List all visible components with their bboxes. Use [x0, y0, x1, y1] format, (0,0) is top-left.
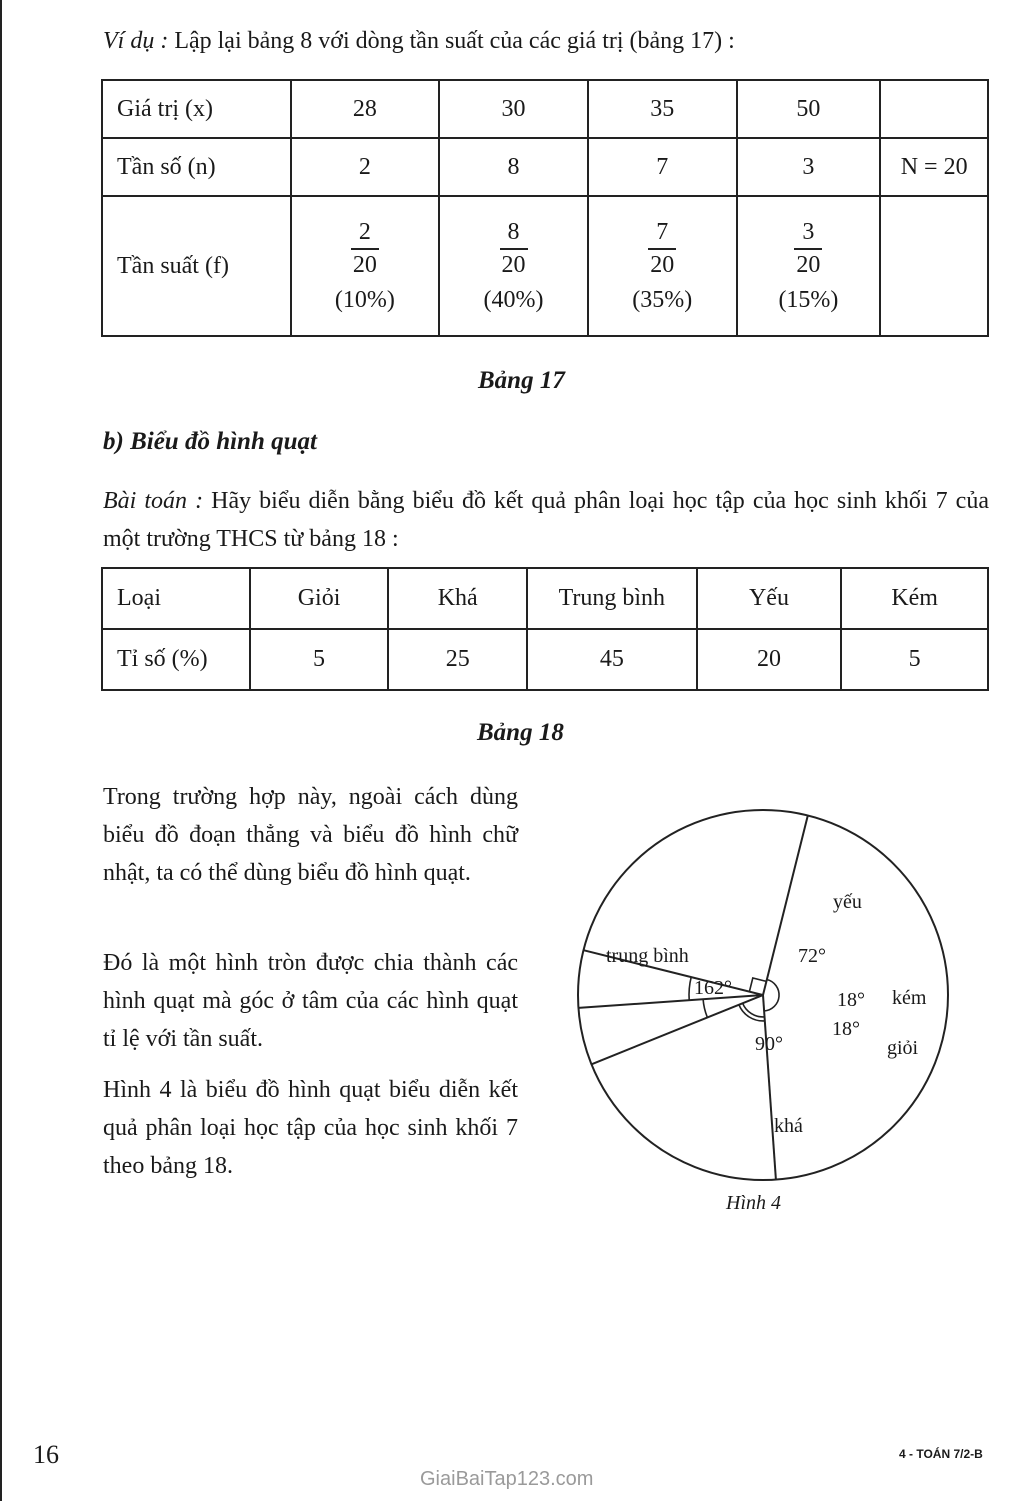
header-cell: Trung bình — [527, 568, 697, 629]
table-17-caption: Bảng 17 — [478, 367, 565, 394]
ratio-cell: 25 — [388, 629, 527, 690]
paragraph: Hình 4 là biểu đồ hình quạt biểu diễn kết quả phân loại học tập của học sinh khối 7 theo bảng 18. — [103, 1077, 518, 1179]
table-row-header — [102, 568, 988, 629]
table-row-values — [102, 80, 988, 138]
relfreq-cell — [737, 196, 881, 336]
slice-label: khá — [774, 1115, 803, 1137]
header-cell: Giỏi — [250, 568, 389, 629]
figure-caption: Hình 4 — [726, 1192, 781, 1214]
frequency-cell: 2 — [291, 138, 440, 196]
percent-value: (35%) — [632, 286, 693, 313]
value-cell: 50 — [737, 80, 881, 138]
frequency-cell: 8 — [439, 138, 588, 196]
slice-label: kém — [892, 987, 927, 1009]
fraction-denominator: 20 — [650, 251, 675, 278]
book-code: 4 - TOÁN 7/2-B — [899, 1447, 983, 1461]
pie-chart — [570, 800, 960, 1200]
intro-label: Ví dụ : — [103, 28, 169, 54]
problem-label: Bài toán : — [103, 488, 204, 514]
fraction-numerator: 8 — [500, 219, 528, 250]
frequency-cell: 3 — [737, 138, 881, 196]
fraction-denominator: 20 — [352, 251, 377, 278]
paragraph: Đó là một hình tròn được chia thành các hình quạt mà góc ở tâm của các hình quạt tỉ lệ với tần suất. — [103, 950, 518, 1052]
value-cell: 35 — [588, 80, 737, 138]
section-b-title: b) Biểu đồ hình quạt — [103, 428, 317, 455]
fraction-denominator: 20 — [501, 251, 526, 278]
percent-value: (10%) — [334, 286, 395, 313]
relfreq-cell — [291, 196, 440, 336]
empty-cell — [880, 80, 988, 138]
angle-arc-yeu — [739, 1005, 765, 1021]
paragraph: Trong trường hợp này, ngoài cách dùng biểu đồ đoạn thẳng và biểu đồ hình chữ nhật, ta có thể dùng biểu đồ hình quạt. — [103, 784, 518, 886]
fraction-denominator: 20 — [796, 251, 821, 278]
row-label-value: Giá trị (x) — [102, 80, 291, 138]
slice-label: yếu — [833, 891, 862, 913]
relfreq-cell — [588, 196, 737, 336]
fraction — [648, 219, 676, 279]
table-row-relative-frequency — [102, 196, 988, 336]
angle-label: 18° — [832, 1018, 860, 1040]
intro-line — [103, 28, 735, 55]
page-number: 16 — [33, 1440, 59, 1469]
angle-label: 72° — [798, 945, 826, 967]
watermark: GiaiBaiTap123.com — [420, 1468, 594, 1490]
row-label-frequency: Tần số (n) — [102, 138, 291, 196]
header-type: Loại — [102, 568, 250, 629]
fraction-numerator: 2 — [351, 219, 379, 250]
percent-value: (15%) — [778, 286, 839, 313]
total-cell: N = 20 — [880, 138, 988, 196]
fraction — [794, 219, 822, 279]
problem-text: Hãy biểu diễn bằng biểu đồ kết quả phân loại học tập của học sinh khối 7 của một trường THCS từ bảng 18 : — [103, 488, 989, 552]
slice-label: trung bình — [606, 945, 689, 967]
row-label-relative-frequency: Tần suất (f) — [102, 196, 291, 336]
table-row-frequency — [102, 138, 988, 196]
fraction-numerator: 7 — [648, 219, 676, 250]
table-18 — [101, 567, 989, 691]
pie-slice-boundary — [763, 995, 776, 1180]
percent-value: (40%) — [483, 286, 544, 313]
ratio-cell: 20 — [697, 629, 842, 690]
value-cell: 30 — [439, 80, 588, 138]
row-label-ratio: Tỉ số (%) — [102, 629, 250, 690]
angle-label: 18° — [837, 989, 865, 1011]
ratio-cell: 45 — [527, 629, 697, 690]
header-cell: Yếu — [697, 568, 842, 629]
ratio-cell: 5 — [841, 629, 988, 690]
fraction — [500, 219, 528, 279]
ratio-cell: 5 — [250, 629, 389, 690]
header-cell: Kém — [841, 568, 988, 629]
table-18-caption: Bảng 18 — [477, 719, 564, 746]
pie-slice-boundary — [763, 816, 808, 996]
fraction-numerator: 3 — [794, 219, 822, 250]
slice-label: giỏi — [887, 1037, 919, 1059]
frequency-cell: 7 — [588, 138, 737, 196]
angle-arc-gioi — [689, 977, 691, 1000]
angle-label: 162° — [694, 977, 732, 999]
relfreq-cell — [439, 196, 588, 336]
empty-cell — [880, 196, 988, 336]
table-row-ratio — [102, 629, 988, 690]
intro-text: Lập lại bảng 8 với dòng tần suất của các giá trị (bảng 17) : — [168, 28, 735, 54]
angle-arc-kem — [703, 999, 707, 1017]
header-cell: Khá — [388, 568, 527, 629]
problem-statement — [103, 482, 989, 558]
angle-label: 90° — [755, 1033, 783, 1055]
table-17 — [101, 79, 989, 337]
fraction — [351, 219, 379, 279]
page-left-border — [0, 0, 2, 1501]
value-cell: 28 — [291, 80, 440, 138]
